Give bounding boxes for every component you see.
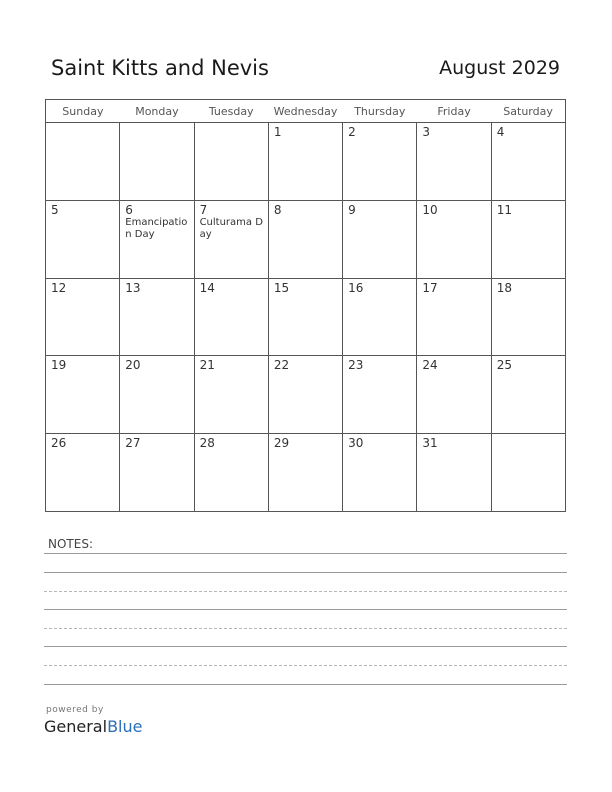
day-number: 6 <box>125 202 133 217</box>
day-number: 24 <box>422 358 438 373</box>
weekday-header-row <box>46 100 566 123</box>
day-number: 26 <box>51 436 67 451</box>
note-line <box>44 553 567 554</box>
day-cell <box>268 200 342 278</box>
calendar-grid <box>45 99 566 512</box>
day-number: 21 <box>199 358 215 373</box>
day-number: 8 <box>273 202 282 217</box>
day-number: 13 <box>125 280 141 295</box>
weekday-thursday: Thursday <box>343 100 417 123</box>
note-line <box>44 609 567 610</box>
day-cell <box>120 123 194 201</box>
month-title: August 2029 <box>439 57 560 79</box>
day-cell <box>46 434 120 512</box>
weekday-friday: Friday <box>417 100 491 123</box>
day-number: 2 <box>348 125 356 139</box>
holiday-label: Emancipation Day <box>125 216 188 240</box>
weekday-monday: Monday <box>120 100 194 123</box>
day-number: 17 <box>422 280 438 295</box>
day-cell <box>491 356 565 434</box>
note-line <box>44 684 567 685</box>
week-row <box>46 123 566 201</box>
day-number: 14 <box>199 280 215 295</box>
notes-label: NOTES: <box>48 537 93 551</box>
brand-blue: Blue <box>107 717 143 736</box>
day-cell <box>46 278 120 356</box>
day-cell <box>491 123 565 201</box>
day-cell <box>268 123 342 201</box>
day-number: 28 <box>199 436 215 451</box>
day-cell <box>268 356 342 434</box>
weekday-wednesday: Wednesday <box>268 100 342 123</box>
day-number: 1 <box>273 125 282 139</box>
day-number: 27 <box>125 436 141 451</box>
day-cell <box>343 200 417 278</box>
day-cell <box>417 123 491 201</box>
day-cell <box>343 434 417 512</box>
brand-general: General <box>44 717 108 736</box>
day-number: 19 <box>51 358 67 373</box>
day-cell <box>268 434 342 512</box>
holiday-label: Culturama Day <box>199 216 263 240</box>
day-cell <box>343 123 417 201</box>
day-cell <box>194 200 268 278</box>
weekday-saturday: Saturday <box>491 100 565 123</box>
day-number: 16 <box>348 280 364 295</box>
note-line <box>44 628 567 629</box>
day-cell <box>268 278 342 356</box>
generalblue-logo[interactable] <box>44 717 142 736</box>
day-cell <box>417 200 491 278</box>
day-cell <box>46 200 120 278</box>
day-cell <box>120 278 194 356</box>
powered-by-text: powered by <box>46 705 104 715</box>
day-number: 18 <box>496 280 512 295</box>
day-number: 22 <box>273 358 290 373</box>
week-row <box>46 356 566 434</box>
day-cell <box>120 434 194 512</box>
week-row <box>46 278 566 356</box>
day-cell <box>417 278 491 356</box>
day-number: 10 <box>422 202 438 217</box>
week-row <box>46 434 566 512</box>
day-number: 30 <box>348 436 364 451</box>
day-cell <box>417 356 491 434</box>
day-number: 5 <box>51 202 59 217</box>
day-number: 3 <box>422 125 431 139</box>
day-number: 15 <box>273 280 290 295</box>
day-cell <box>343 356 417 434</box>
week-row <box>46 200 566 278</box>
day-cell <box>120 200 194 278</box>
day-cell <box>194 123 268 201</box>
day-cell <box>46 356 120 434</box>
note-line <box>44 591 567 592</box>
day-number: 25 <box>496 358 512 373</box>
day-cell <box>194 434 268 512</box>
day-number: 23 <box>348 358 364 373</box>
day-cell <box>491 434 565 512</box>
day-number: 11 <box>496 202 512 217</box>
day-cell <box>343 278 417 356</box>
day-number: 29 <box>273 436 290 451</box>
day-cell <box>491 278 565 356</box>
weekday-tuesday: Tuesday <box>194 100 268 123</box>
day-number: 4 <box>496 125 505 139</box>
day-cell <box>491 200 565 278</box>
country-title: Saint Kitts and Nevis <box>51 56 269 80</box>
day-number: 7 <box>199 202 208 217</box>
day-cell <box>120 356 194 434</box>
day-number: 31 <box>422 436 438 451</box>
day-cell <box>194 356 268 434</box>
day-number: 12 <box>51 280 67 295</box>
day-number: 20 <box>125 358 141 373</box>
note-line <box>44 665 567 666</box>
day-number: 9 <box>348 202 356 217</box>
note-line <box>44 572 567 573</box>
day-cell <box>194 278 268 356</box>
weekday-sunday: Sunday <box>46 100 120 123</box>
day-cell <box>417 434 491 512</box>
note-line <box>44 646 567 647</box>
day-cell <box>46 123 120 201</box>
